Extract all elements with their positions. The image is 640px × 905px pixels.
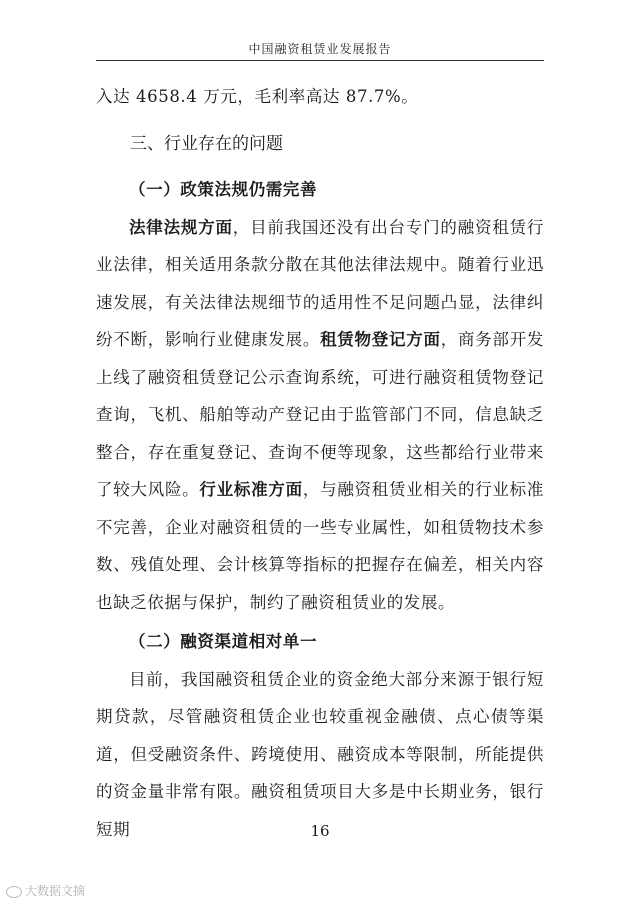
weibo-logo-icon	[6, 886, 22, 898]
lead-legal: 法律法规方面	[129, 217, 233, 237]
lead-standards: 行业标准方面	[199, 480, 303, 499]
header-rule	[96, 60, 544, 61]
paragraph-policy	[96, 209, 544, 622]
running-header: 中国融资租赁业发展报告	[248, 42, 392, 56]
page-body	[96, 78, 544, 848]
paragraph-financing: 目前，我国融资租赁企业的资金绝大部分来源于银行短期贷款，尽管融资租赁企业也较重视金融债、点心债等渠道，但受融资条件、跨境使用、融资成本等限制，所能提供的资金量非常有限。融资租赁项目大多是中长期业务，银行短期	[96, 669, 544, 839]
text-registration: ，商务部开发上线了融资租赁登记公示查询系统，可进行融资租赁物登记查询，飞机、船舶等动产登记由于监管部门不同，信息缺乏整合，存在重复登记、查询不便等现象，这些都给行业带来了较大风险。	[96, 330, 544, 499]
section-3-heading: 三、行业存在的问题	[130, 133, 283, 154]
subsection-2-heading: （二）融资渠道相对单一	[129, 632, 318, 651]
lead-registration: 租赁物登记方面	[320, 330, 441, 349]
intro-line: 入达 4658.4 万元，毛利率高达 87.7%。	[96, 87, 419, 106]
text-standards: ，与融资租赁业相关的行业标准不完善，企业对融资租赁的一些专业属性，如租赁物技术参数、残值处理、会计核算等指标的把握存在偏差，相关内容也缺乏依据与保护，制约了融资租赁业的发展。	[96, 480, 544, 612]
subsection-1-heading: （一）政策法规仍需完善	[129, 180, 318, 199]
text-legal: ，目前我国还没有出台专门的融资租赁行业法律，相关适用条款分散在其他法律法规中。随着行业迅速发展，有关法律法规细节的适用性不足问题凸显，法律纠纷不断，影响行业健康发展。	[96, 217, 544, 349]
watermark	[6, 882, 85, 899]
watermark-text: 大数据文摘	[25, 884, 86, 898]
page-number: 16	[310, 822, 330, 840]
